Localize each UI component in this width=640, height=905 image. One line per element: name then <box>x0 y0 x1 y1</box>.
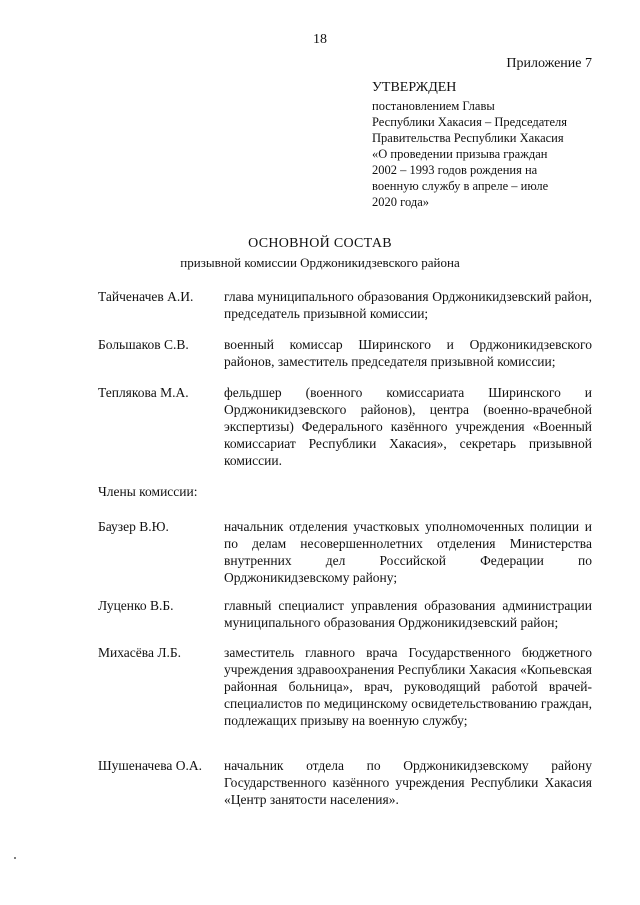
member-role: начальник отделения участковых уполномоченных полиции и по делам несовершеннолетних отделения Министерства внутренних дел Российской Федерации по Орджоникидзевскому району; <box>224 519 592 585</box>
member-name: Баузер В.Ю. <box>98 519 169 534</box>
approval-block <box>372 80 612 210</box>
approval-line: постановлением Главы <box>372 99 495 113</box>
scan-speck <box>14 857 16 859</box>
approval-line: «О проведении призыва граждан <box>372 147 548 161</box>
document-title <box>0 236 640 271</box>
members-label: Члены комиссии: <box>98 484 198 499</box>
member-name: Михасёва Л.Б. <box>98 645 181 660</box>
member-entry <box>98 518 592 586</box>
member-entry <box>98 336 592 370</box>
member-role: военный комиссар Ширинского и Орджоникидзевского районов, заместитель председателя призывной комиссии; <box>224 337 592 369</box>
member-name: Теплякова М.А. <box>98 385 189 400</box>
member-role: заместитель главного врача Государственного бюджетного учреждения здравоохранения Республики Хакасия «Копьевская районная больница», врач, руководящий работой врачей-специалистов по медицинскому освидетельствованию граждан, подлежащих призыву на военную службу; <box>224 645 592 728</box>
approval-line: 2002 – 1993 годов рождения на <box>372 163 538 177</box>
member-name: Тайченачев А.И. <box>98 289 194 304</box>
approval-heading: УТВЕРЖДЕН <box>372 80 457 95</box>
member-entry <box>98 644 592 729</box>
approval-line: Республики Хакасия – Председателя <box>372 115 568 129</box>
member-role: начальник отдела по Орджоникидзевскому району Государственного казённого учреждения Республики Хакасия «Центр занятости населения». <box>224 758 592 807</box>
member-role: главный специалист управления образования администрации муниципального образования Орджоникидзевский район; <box>224 598 592 630</box>
approval-line: 2020 года» <box>372 195 429 209</box>
appendix-label: Приложение 7 <box>506 56 592 71</box>
page-number: 18 <box>313 32 327 47</box>
member-entry <box>98 757 592 808</box>
member-name: Большаков С.В. <box>98 337 189 352</box>
approval-line: Правительства Республики Хакасия <box>372 131 564 145</box>
member-name: Луценко В.Б. <box>98 598 174 613</box>
approval-line: военную службу в апреле – июле <box>372 179 549 193</box>
title-main: ОСНОВНОЙ СОСТАВ <box>248 236 392 251</box>
member-name: Шушеначева О.А. <box>98 758 203 773</box>
member-entry <box>98 384 592 469</box>
member-entry <box>98 597 592 631</box>
title-sub: призывной комиссии Орджоникидзевского района <box>180 255 460 270</box>
member-role: фельдшер (военного комиссариата Ширинского и Орджоникидзевского районов), центра (военно-врачебной экспертизы) Федерального казённого учреждения «Военный комиссариат Республики Хакасия», секретарь призывной комиссии. <box>224 385 592 468</box>
member-entry <box>98 288 592 322</box>
member-role: глава муниципального образования Орджоникидзевский район, председатель призывной комиссии; <box>224 289 592 321</box>
